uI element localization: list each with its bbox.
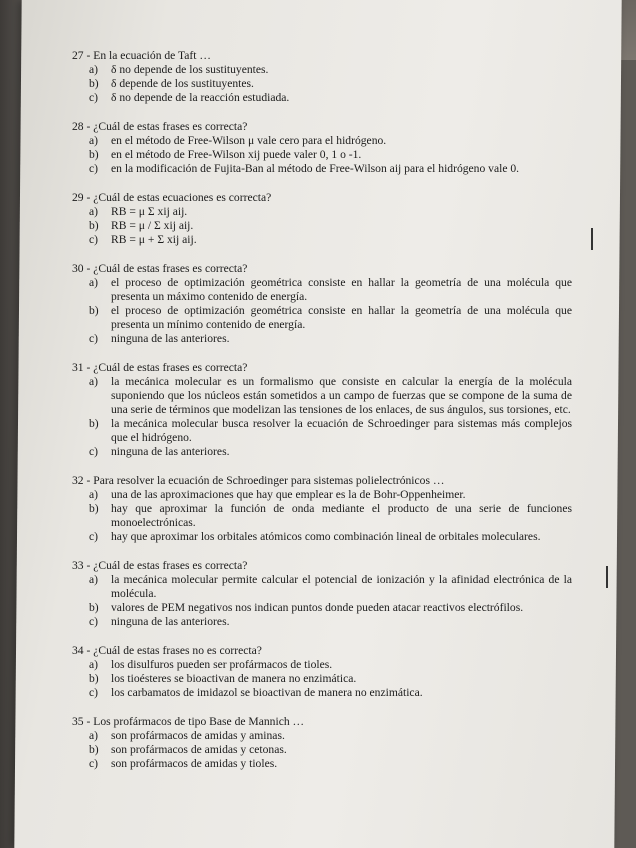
question-title: 34 - ¿Cuál de estas frases no es correcta? [72,644,262,657]
answer-option [89,729,572,743]
option-letter: b) [89,672,99,685]
option-letter: a) [89,658,99,671]
option-text: en la modificación de Fujita-Ban al método de Free-Wilson aij para el hidrógeno vale 0. [111,162,520,175]
answer-option [89,63,572,77]
answer-option [89,417,572,445]
option-text: una de las aproximaciones que hay que emplear es la de Bohr-Oppenheimer. [111,488,466,501]
option-text: la mecánica molecular permite calcular el potencial de ionización y la afinidad electrónica de la molécula. [111,573,572,600]
option-text: RB = μ + Σ xij aij. [111,233,197,246]
option-text: en el método de Free-Wilson xij puede valer 0, 1 o -1. [111,148,362,161]
option-list [89,658,572,700]
option-list [89,375,572,459]
question-31 [72,360,572,459]
answer-option [89,573,572,601]
option-letter: b) [89,601,99,614]
answer-option [89,77,572,91]
option-list [89,63,572,105]
answer-option [89,530,572,544]
question-title: 35 - Los profármacos de tipo Base de Mannich … [72,715,305,728]
question-title: 28 - ¿Cuál de estas frases es correcta? [72,120,248,133]
option-text: RB = μ / Σ xij aij. [111,219,194,232]
answer-option [89,304,572,332]
option-letter: c) [89,445,99,458]
pen-mark [606,566,608,588]
option-letter: a) [89,573,99,586]
option-letter: a) [89,276,99,289]
option-text: el proceso de optimización geométrica consiste en hallar la geometría de una molécula que presenta un mínimo contenido de energía. [111,304,572,331]
answer-option [89,233,572,247]
option-text: ninguna de las anteriores. [111,445,230,458]
question-title: 33 - ¿Cuál de estas frases es correcta? [72,559,248,572]
option-text: los tioésteres se bioactivan de manera no enzimática. [111,672,357,685]
option-letter: b) [89,148,99,161]
option-text: δ no depende de la reacción estudiada. [111,91,290,104]
exam-questions [72,48,572,785]
option-text: son profármacos de amidas y cetonas. [111,743,287,756]
option-list [89,205,572,247]
option-letter: c) [89,530,99,543]
option-text: el proceso de optimización geométrica consiste en hallar la geometría de una molécula que presenta un máximo contenido de energía. [111,276,572,303]
option-text: valores de PEM negativos nos indican puntos donde pueden atacar reactivos electrófilos. [111,601,524,614]
option-letter: b) [89,417,99,430]
option-list [89,276,572,346]
option-letter: c) [89,162,99,175]
answer-option [89,502,572,530]
answer-option [89,375,572,417]
question-title: 30 - ¿Cuál de estas frases es correcta? [72,262,248,275]
option-letter: b) [89,502,99,515]
question-title: 29 - ¿Cuál de estas ecuaciones es correcta? [72,191,272,204]
answer-option [89,91,572,105]
option-text: ninguna de las anteriores. [111,615,230,628]
option-letter: c) [89,757,99,770]
option-list [89,729,572,771]
question-28 [72,119,572,176]
option-letter: a) [89,729,99,742]
question-32 [72,473,572,544]
question-35 [72,714,572,771]
question-33 [72,558,572,629]
answer-option [89,601,572,615]
question-title: 31 - ¿Cuál de estas frases es correcta? [72,361,248,374]
question-title: 32 - Para resolver la ecuación de Schroedinger para sistemas polielectrónicos … [72,474,445,487]
option-text: son profármacos de amidas y tioles. [111,757,278,770]
answer-option [89,615,572,629]
question-27 [72,48,572,105]
option-text: ninguna de las anteriores. [111,332,230,345]
answer-option [89,686,572,700]
option-text: los disulfuros pueden ser profármacos de tioles. [111,658,333,671]
option-letter: c) [89,91,99,104]
option-letter: b) [89,219,99,232]
answer-option [89,276,572,304]
option-letter: b) [89,743,99,756]
answer-option [89,148,572,162]
option-list [89,573,572,629]
option-letter: b) [89,304,99,317]
option-list [89,134,572,176]
option-text: hay que aproximar la función de onda mediante el producto de una serie de funciones monoelectrónicas. [111,502,572,529]
question-29 [72,190,572,247]
answer-option [89,332,572,346]
question-title: 27 - En la ecuación de Taft … [72,49,212,62]
option-text: en el método de Free-Wilson μ vale cero para el hidrógeno. [111,134,387,147]
option-list [89,488,572,544]
answer-option [89,757,572,771]
option-text: la mecánica molecular es un formalismo que consiste en calcular la energía de la molécula suponiendo que los núcleos están sometidos a un campo de fuerzas que se compone de la suma de una serie de términos que modelizan las tensiones de los enlaces, de sus ángulos, sus torsiones, etc. [111,375,572,416]
answer-option [89,219,572,233]
answer-option [89,445,572,459]
answer-option [89,672,572,686]
option-text: los carbamatos de imidazol se bioactivan de manera no enzimática. [111,686,423,699]
option-letter: c) [89,686,99,699]
option-letter: a) [89,63,99,76]
option-letter: b) [89,77,99,90]
option-letter: c) [89,615,99,628]
pen-mark [591,228,593,250]
option-letter: c) [89,332,99,345]
option-text: δ depende de los sustituyentes. [111,77,254,90]
answer-option [89,162,572,176]
option-letter: a) [89,375,99,388]
question-34 [72,643,572,700]
question-30 [72,261,572,346]
option-letter: a) [89,134,99,147]
option-letter: a) [89,205,99,218]
option-letter: c) [89,233,99,246]
option-text: son profármacos de amidas y aminas. [111,729,285,742]
option-text: hay que aproximar los orbitales atómicos como combinación lineal de orbitales moleculares. [111,530,541,543]
answer-option [89,205,572,219]
answer-option [89,743,572,757]
answer-option [89,134,572,148]
option-text: δ no depende de los sustituyentes. [111,63,269,76]
option-text: RB = μ Σ xij aij. [111,205,188,218]
answer-option [89,658,572,672]
option-letter: a) [89,488,99,501]
answer-option [89,488,572,502]
option-text: la mecánica molecular busca resolver la ecuación de Schroedinger para sistemas más complejos que el hidrógeno. [111,417,572,444]
